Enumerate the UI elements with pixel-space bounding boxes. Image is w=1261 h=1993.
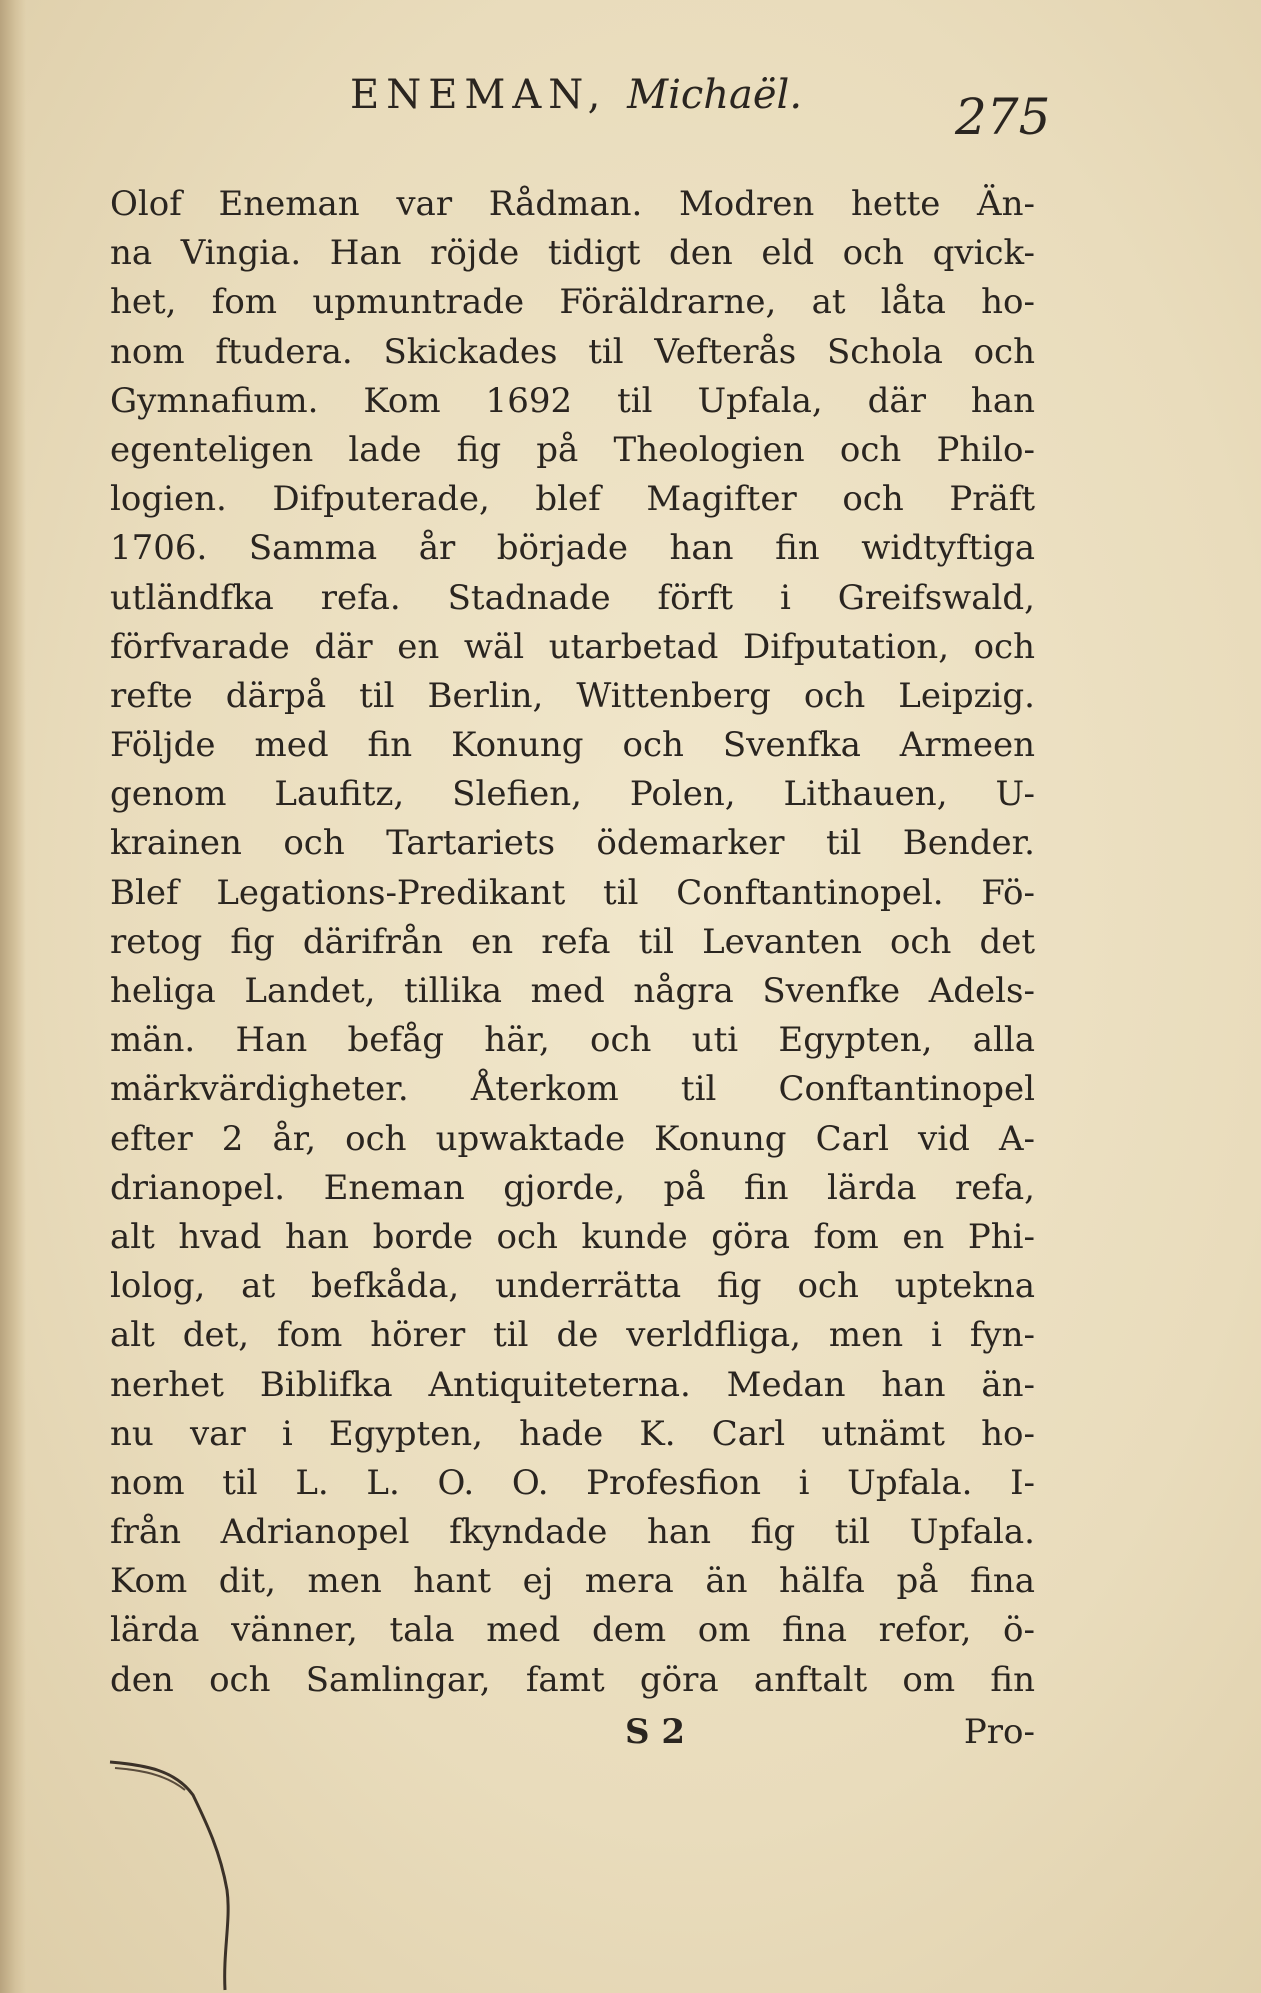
- text-line: alt hvad han borde och kunde göra fom en Phi-: [110, 1216, 1035, 1257]
- text-line: logien. Difputerade, blef Magifter och Präft: [110, 479, 1035, 520]
- text-line: egenteligen lade fig på Theologien och Philo-: [110, 429, 1035, 470]
- text-line: genom Laufitz, Slefien, Polen, Lithauen, U-: [110, 774, 1035, 815]
- text-line: utländfka refa. Stadnade förft i Greifswald,: [110, 577, 1035, 618]
- body-text: [110, 180, 1035, 1705]
- text-line: retog fig därifrån en refa til Levanten och det: [110, 921, 1035, 962]
- text-line: refte därpå til Berlin, Wittenberg och Leipzig.: [110, 675, 1035, 716]
- text-line: alt det, fom hörer til de verldfliga, men i fyn-: [110, 1315, 1035, 1356]
- running-head-given-name: Michaël.: [627, 72, 803, 118]
- text-line: lolog, at befkåda, underrätta fig och uptekna: [110, 1266, 1035, 1307]
- page-gutter-shadow: [0, 0, 26, 1993]
- text-line: Följde med fin Konung och Svenfka Armeen: [110, 725, 1035, 766]
- text-line: från Adrianopel fkyndade han fig til Upfala.: [110, 1512, 1035, 1553]
- text-line: efter 2 år, och upwaktade Konung Carl vid A-: [110, 1118, 1035, 1159]
- running-head: [350, 72, 802, 132]
- text-line: nerhet Biblifka Antiquiteterna. Medan han än-: [110, 1364, 1035, 1405]
- text-line: märkvärdigheter. Återkom til Conftantinopel: [110, 1069, 1035, 1110]
- page-tear-mark: [105, 1760, 285, 1993]
- text-line: nom til L. L. O. O. Profesfion i Upfala. I-: [110, 1462, 1035, 1503]
- text-line: het, fom upmuntrade Föräldrarne, at låta ho-: [110, 282, 1035, 323]
- text-line: drianopel. Eneman gjorde, på fin lärda refa,: [110, 1167, 1035, 1208]
- text-line: Olof Eneman var Rådman. Modren hette Än-: [110, 184, 1035, 224]
- text-line: Blef Legations-Predikant til Conftantinopel. Fö-: [110, 872, 1035, 913]
- text-line: 1706. Samma år började han fin widtyftiga: [110, 528, 1035, 569]
- text-line: den och Samlingar, famt göra anftalt om fin: [110, 1659, 1035, 1700]
- signature-mark: S 2: [625, 1712, 686, 1752]
- text-line: Kom dit, men hant ej mera än hälfa på fina: [110, 1561, 1035, 1602]
- catchword: Pro-: [963, 1712, 1035, 1752]
- text-line: män. Han befåg här, och uti Egypten, alla: [110, 1020, 1035, 1061]
- text-line: heliga Landet, tillika med några Svenfke Adels-: [110, 971, 1035, 1011]
- text-line: förfvarade där en wäl utarbetad Difputation, och: [110, 626, 1035, 667]
- text-line: krainen och Tartariets ödemarker til Bender.: [110, 823, 1035, 864]
- text-line: lärda vänner, tala med dem om fina refor, ö-: [110, 1610, 1035, 1651]
- text-line: na Vingia. Han röjde tidigt den eld och qvick-: [110, 233, 1035, 274]
- text-line: nu var i Egypten, hade K. Carl utnämt ho-: [110, 1413, 1035, 1454]
- page-footer: [110, 1712, 1035, 1762]
- running-head-surname: ENEMAN,: [350, 72, 608, 118]
- text-line: nom ftudera. Skickades til Vefterås Schola och: [110, 331, 1035, 372]
- page-number: 275: [955, 88, 1051, 146]
- text-line: Gymnafium. Kom 1692 til Upfala, där han: [110, 380, 1035, 421]
